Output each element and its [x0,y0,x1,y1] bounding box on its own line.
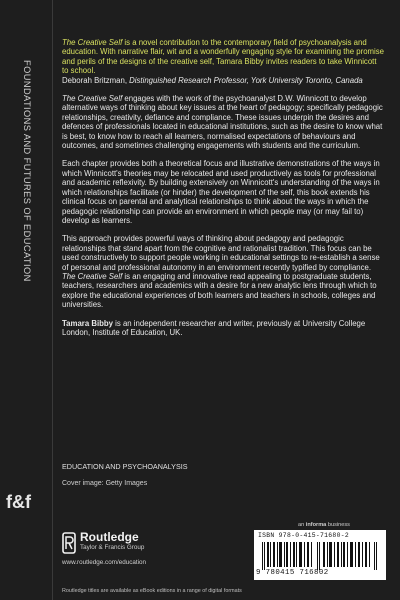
description-paragraph-2: Each chapter provides both a theoretical focus and illustrative demonstrations of the ways in which Winnicott's theories may be relocated and used productively as tools for professional and academic reflexivity. By building extensively on Winnicott's understanding of the ways in which relationships facilitate (or hinder) the development of the self, this book extends his clinical focus on parental and analytical relationships to think about the ways in which the pedagogic relationship can provide an environment in which people may (or may fail to) develop as learners. [62,159,380,225]
subject-category: EDUCATION AND PSYCHOANALYSIS [62,462,188,471]
back-cover-text [62,38,384,337]
p3-book-title: The Creative Self [62,271,123,281]
barcode-digits: 9 780415 716802 [256,569,329,577]
ebook-footer-note: Routledge titles are available as eBook editions in a range of digital formats [62,588,242,594]
publisher-url: www.routledge.com/education [62,559,147,566]
author-name: Tamara Bibby [62,318,113,328]
p3-text-post: is an engaging and innovative read appealing to postgraduate students, teachers, researchers and academics with a desire for a new analytic lens through which to explore the educational experiences of both learners and teachers in schools, colleges and universities. [62,271,377,310]
author-bio [62,319,384,338]
routledge-mark-icon [62,532,76,554]
blurb-book-title: The Creative Self [62,38,123,47]
series-title: FOUNDATIONS AND FUTURES OF EDUCATION [22,60,32,282]
barcode-bars [260,542,380,570]
informa-brand: informa [305,522,327,528]
series-logo: f&f [6,492,31,512]
description-paragraph-3 [62,234,384,309]
blurb [62,38,384,76]
publisher-group: Taylor & Francis Group [80,544,145,551]
informa-business-label [298,522,350,528]
informa-prefix: an [298,522,306,528]
p3-text-pre: This approach provides powerful ways of thinking about pedagogy and pedagogic relationships that stand apart from the cognitive and rationalist tradition. This focus can be used constructively to support people working in educational settings to re-establish a sense of personal and professional autonomy in an environment recently typified by compliance. [62,234,380,272]
endorser-name: Deborah Britzman, [62,75,130,85]
description-paragraph-1 [62,94,384,150]
author-bio-text: is an independent researcher and writer, previously at University College London, Institute of Education, UK. [62,318,366,337]
cover-credit: Cover image: Getty Images [62,480,148,487]
informa-suffix: business [326,522,350,528]
publisher-name: Routledge [80,530,139,544]
blurb-text: is a novel contribution to the contemporary field of psychoanalysis and education. With narrative flair, wit and a wonderfully engaging style for examining the promise and perils of the designs of the creative self, Tamara Bibby invites readers to take Winnicott to school. [62,38,385,76]
endorsement [62,76,384,85]
isbn-label: ISBN 978-0-415-71680-2 [258,532,349,539]
p1-book-title: The Creative Self [62,94,123,104]
barcode [254,530,386,580]
spine-strip [0,0,53,600]
p1-text: engages with the work of the psychoanalyst D.W. Winnicott to develop alternative ways of thinking about key issues at the heart of pedagogy; specifically pedagogic relationships, creativity, defiance and compliance. These issues underpin the desires and defences of professionals located in educational institutions, such as the desire to know what is best, to know how to reach all learners, normalised expectations of behaviours and outcomes, and sometimes challenging engagements with students and the curriculum. [62,94,383,151]
endorser-affiliation: Distinguished Research Professor, York University Toronto, Canada [129,75,363,85]
